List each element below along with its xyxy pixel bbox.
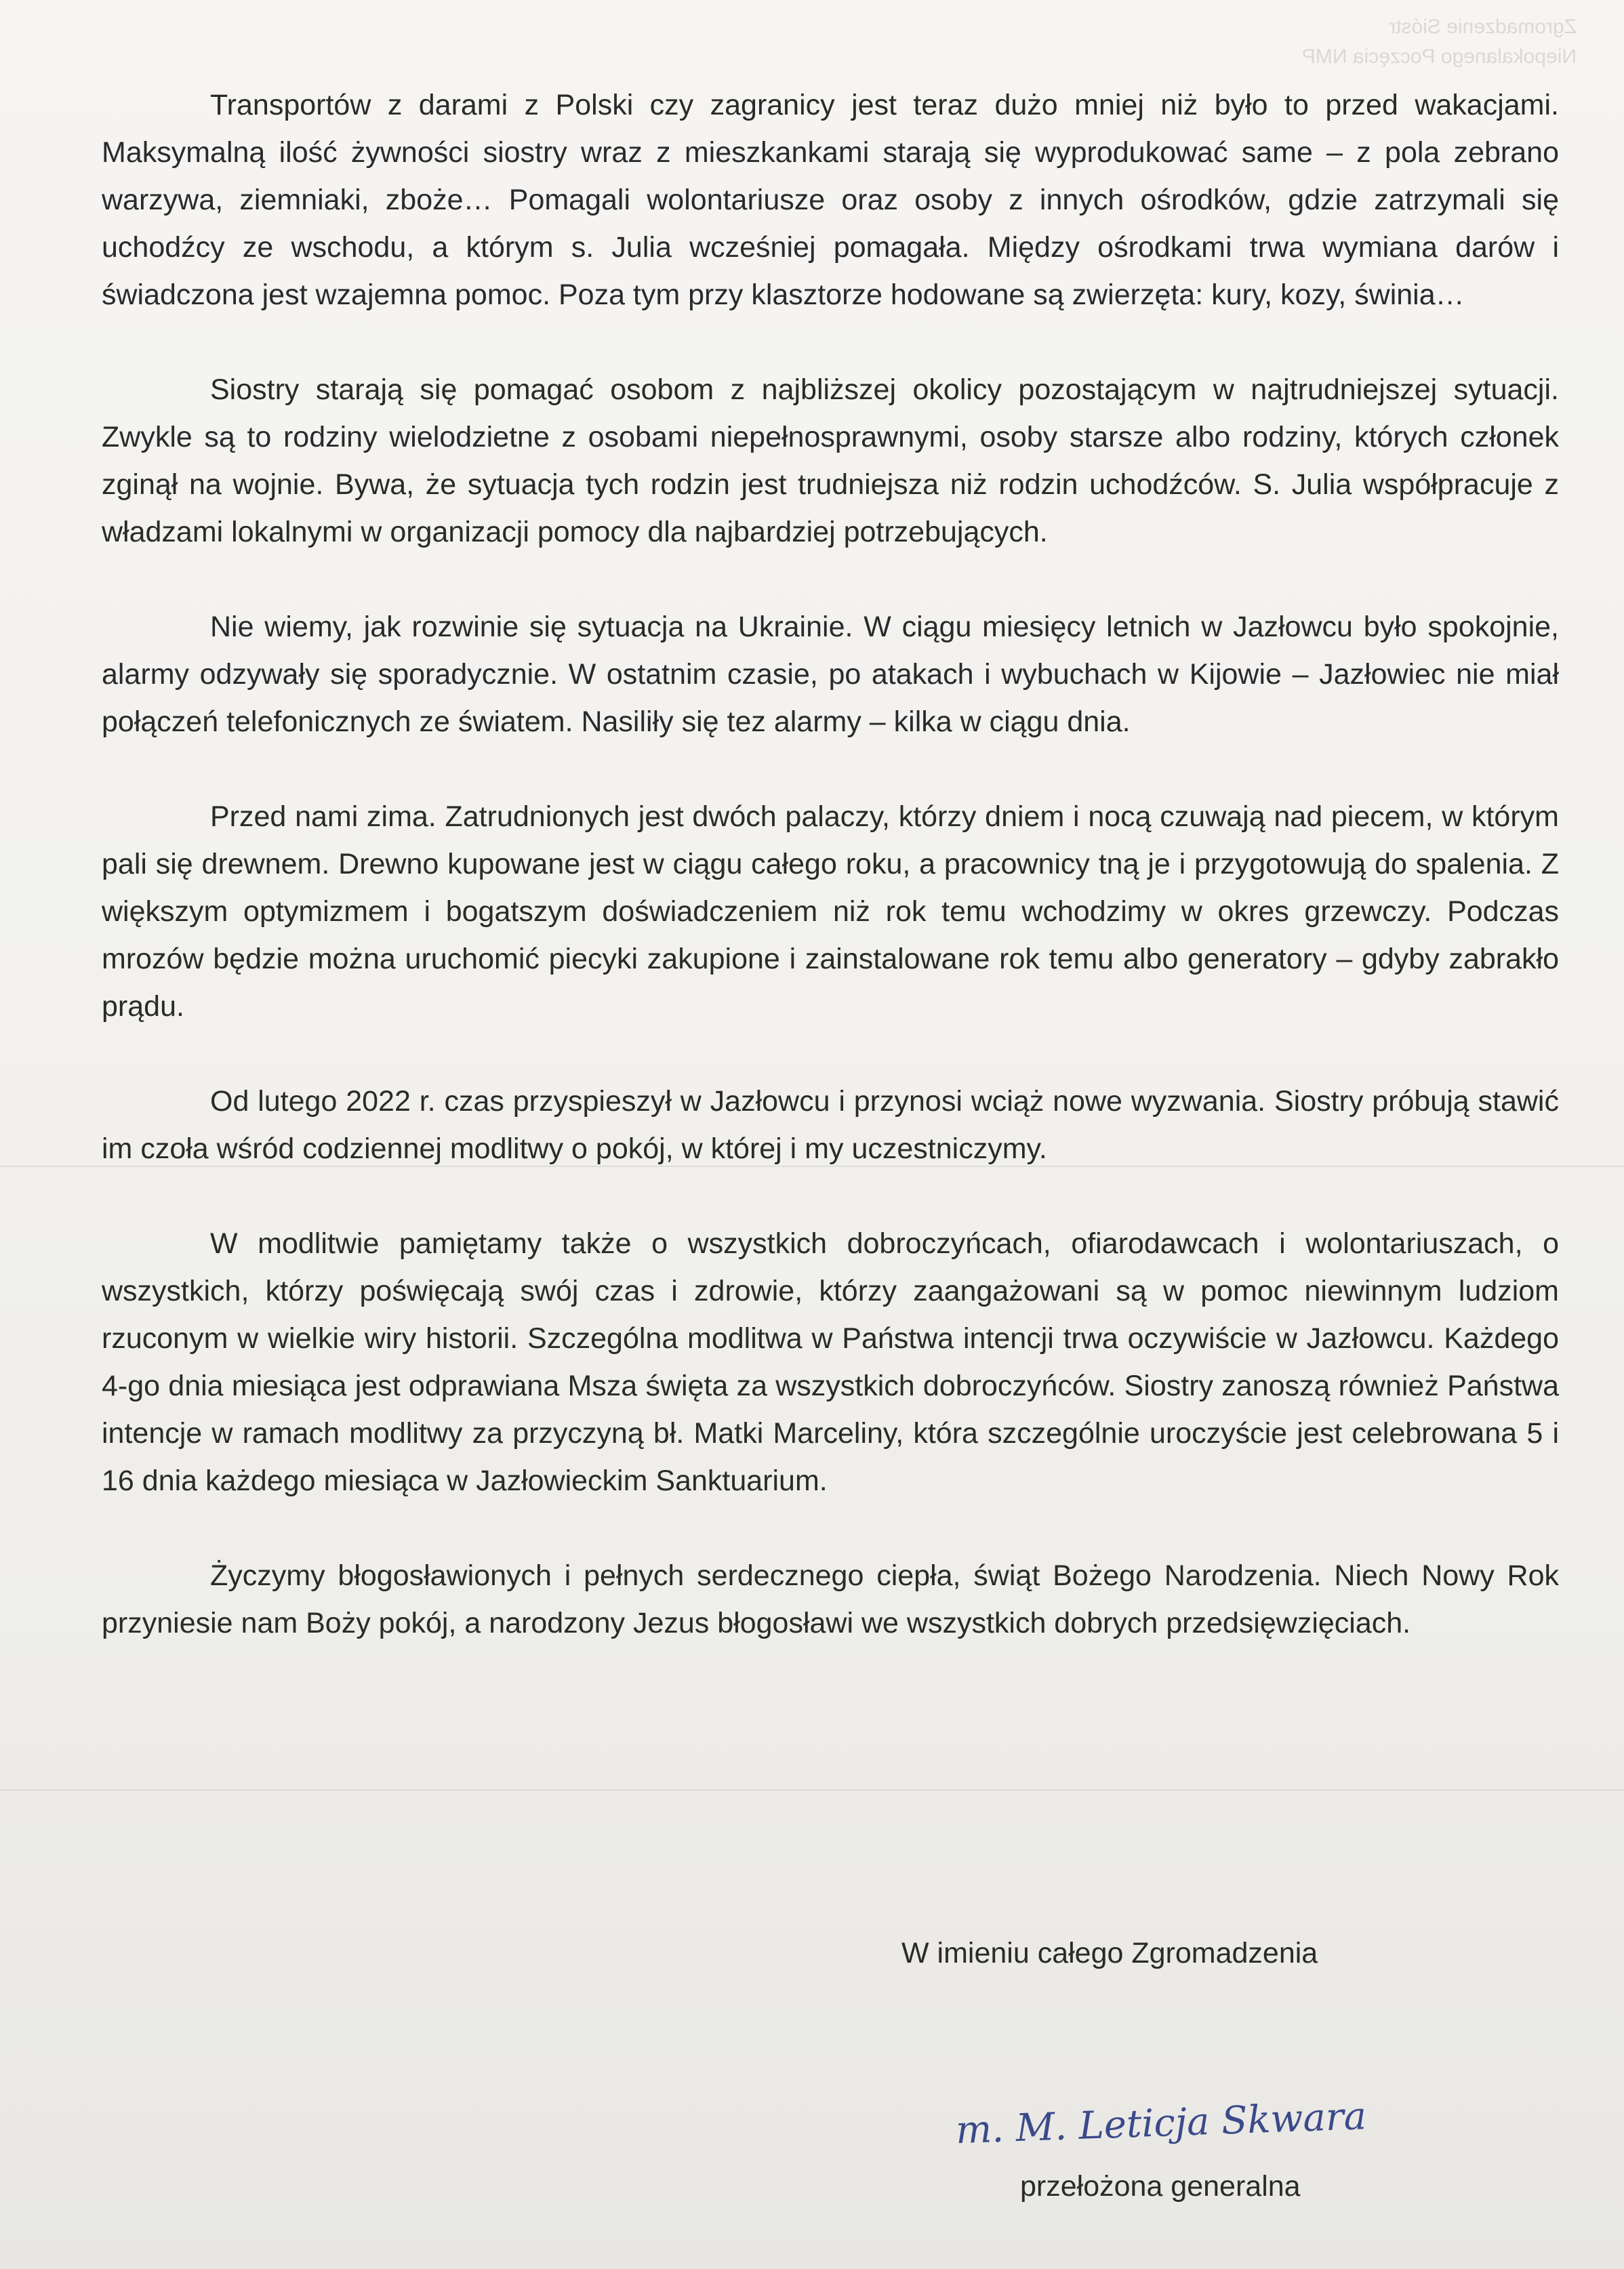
reverse-side-bleed-through: Zgromadzenie Sióstr Niepokalanego Poczęcia NMP <box>1301 16 1577 68</box>
signature-text: m. M. Leticja Skwara <box>954 2094 1367 2153</box>
paragraph-winter: Przed nami zima. Zatrudnionych jest dwóch palaczy, którzy dniem i nocą czuwają nad piecem, w którym pali się drewnem. Drewno kupowane jest w ciągu całego roku, a pracownicy tną je i przygotowują do spalenia. Z większym optymizmem i bogatszym doświadczeniem niż rok temu wchodzimy w okres grzewczy. Podczas mrozów będzie można uruchomić piecyki zakupione i zainstalowane rok temu albo generatory – gdyby zabrakło prądu. <box>102 800 1559 1023</box>
paragraph-since-february: Od lutego 2022 r. czas przyspieszył w Jazłowcu i przynosi wciąż nowe wyzwania. Siostry próbują stawić im czoła wśród codziennej modlitwy o pokój, w której i my uczestniczymy. <box>102 1085 1559 1165</box>
letter-body <box>102 81 1559 1694</box>
paragraph-christmas-wishes: Życzymy błogosławionych i pełnych serdecznego ciepła, świąt Bożego Narodzenia. Niech Nowy Rok przyniesie nam Boży pokój, a narodzony Jezus błogosławi we wszystkich dobrych przedsięwzięciach. <box>102 1559 1559 1639</box>
paragraph-prayer: W modlitwie pamiętamy także o wszystkich dobroczyńcach, ofiarodawcach i wolontariuszach, o wszystkich, którzy poświęcają swój czas i zdrowie, którzy zaangażowani są w pomoc niewinnym ludziom rzuconym w wielkie wiry historii. Szczególna modlitwa w Państwa intencji trwa oczywiście w Jazłowcu. Każdego 4-go dnia miesiąca jest odprawiana Msza święta za wszystkich dobroczyńców. Siostry zanoszą również Państwa intencje w ramach modlitwy za przyczyną bł. Matki Marceliny, która szczególnie uroczyście jest celebrowana 5 i 16 dnia każdego miesiąca w Jazłowieckim Sanktuarium. <box>102 1227 1559 1497</box>
signatory-role: przełożona generalna <box>1020 2170 1301 2203</box>
handwritten-signature <box>949 2087 1437 2162</box>
paper-fold-line <box>0 1789 1624 1791</box>
paragraph-situation-ukraine: Nie wiemy, jak rozwinie się sytuacja na Ukrainie. W ciągu miesięcy letnich w Jazłowcu było spokojnie, alarmy odzywały się sporadycznie. W ostatnim czasie, po atakach i wybuchach w Kijowie – Jazłowiec nie miał połączeń telefonicznych ze światem. Nasiliły się tez alarmy – kilka w ciągu dnia. <box>102 611 1559 738</box>
paragraph-transports: Transportów z darami z Polski czy zagranicy jest teraz dużo mniej niż było to przed wakacjami. Maksymalną ilość żywności siostry wraz z mieszkankami starają się wyprodukować same – z pola zebrano warzywa, ziemniaki, zboże… Pomagali wolontariusze oraz osoby z innych ośrodków, gdzie zatrzymali się uchodźcy ze wschodu, a którym s. Julia wcześniej pomagała. Między ośrodkami trwa wymiana darów i świadczona jest wzajemna pomoc. Poza tym przy klasztorze hodowane są zwierzęta: kury, kozy, świnia… <box>102 89 1559 311</box>
paragraph-neighbors-help: Siostry starają się pomagać osobom z najbliższej okolicy pozostającym w najtrudniejszej sytuacji. Zwykle są to rodziny wielodzietne z osobami niepełnosprawnymi, osoby starsze albo rodziny, których członek zginął na wojnie. Bywa, że sytuacja tych rodzin jest trudniejsza niż rodzin uchodźców. S. Julia współpracuje z władzami lokalnymi w organizacji pomocy dla najbardziej potrzebujących. <box>102 373 1559 548</box>
closing-line: W imieniu całego Zgromadzenia <box>901 1937 1318 1969</box>
